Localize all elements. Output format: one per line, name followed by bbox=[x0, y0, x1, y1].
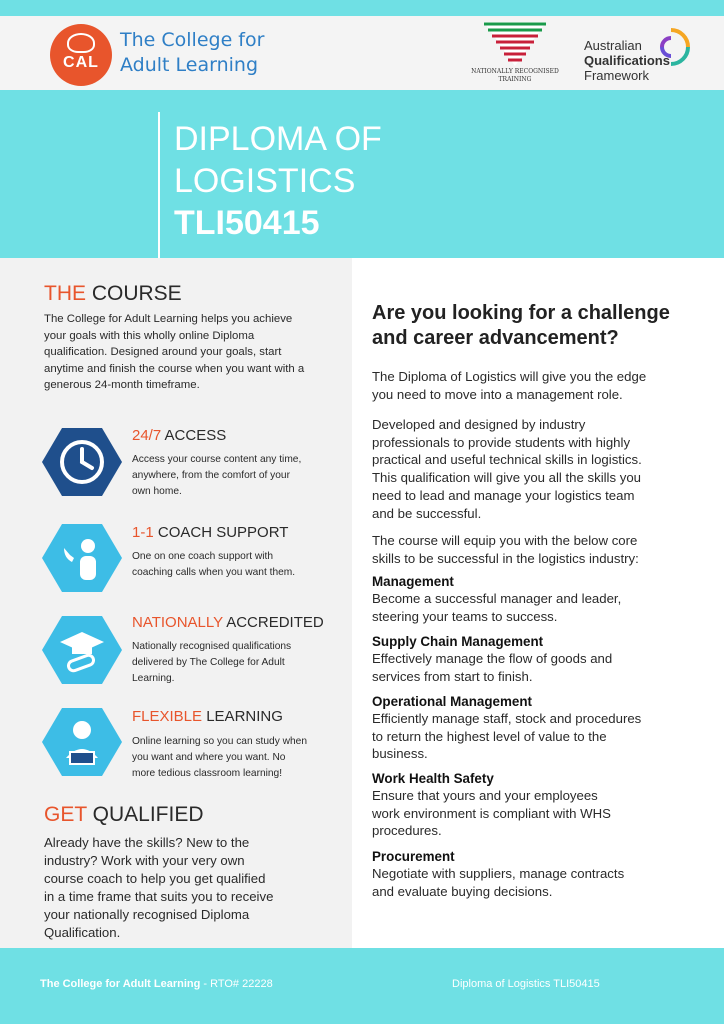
feature-desc-accredited: Nationally recognised qualifications delivered by The College for Adult Learning. bbox=[132, 641, 292, 684]
feature-desc-coach: One on one coach support with coaching calls when you want them. bbox=[132, 551, 296, 578]
feature-title-coach: 1-1 COACH SUPPORT bbox=[132, 524, 289, 541]
skill-title-operational: Operational Management bbox=[372, 694, 532, 709]
nrt-triangle-icon bbox=[470, 20, 560, 68]
skill-desc-operational: Efficiently manage staff, stock and procedures to return the highest level of value to the business. bbox=[372, 711, 642, 762]
skill-desc-whs: Ensure that yours and your employees work environment is compliant with WHS procedures. bbox=[372, 788, 611, 839]
get-qualified-body: Already have the skills? New to the industry? Work with your very own course coach to help you get qualified in a time frame that suits you to receive your nationally recognised Diploma Qualification. bbox=[44, 835, 274, 940]
course-description: The College for Adult Learning helps you achieve your goals with this wholly online Diploma qualification. Designed around your goals, start anytime and finish the course when you want with a generous 24-month timeframe. bbox=[44, 313, 305, 391]
skill-desc-procurement: Negotiate with suppliers, manage contracts and evaluate buying decisions. bbox=[372, 866, 625, 899]
course-code: TLI50415 bbox=[174, 204, 320, 242]
title-line-1: DIPLOMA OF bbox=[174, 120, 382, 158]
developed-paragraph: Developed and designed by industry professionals to provide students with highly practical and useful technical skills in logistics. This qualification will give you all the skills you need to lead and manage your logistics team and be successful. bbox=[372, 417, 642, 521]
footer bbox=[0, 948, 724, 1024]
aqf-logo-icon bbox=[650, 26, 692, 68]
title-divider bbox=[158, 112, 160, 258]
clock-icon bbox=[42, 422, 122, 502]
graduation-cap-icon bbox=[42, 610, 122, 690]
cal-logo-text: CAL bbox=[63, 54, 99, 71]
skill-title-management: Management bbox=[372, 574, 454, 589]
laptop-learner-icon bbox=[42, 702, 122, 782]
coach-phone-icon bbox=[42, 518, 122, 598]
footer-course: Diploma of Logistics TLI50415 bbox=[452, 978, 600, 990]
nrt-label: NATIONALLY RECOGNISED TRAINING bbox=[471, 68, 559, 83]
feature-title-access: 24/7 ACCESS bbox=[132, 427, 227, 444]
skill-desc-management: Become a successful manager and leader, steering your teams to success. bbox=[372, 591, 622, 624]
cal-logo bbox=[50, 24, 112, 86]
feature-desc-access: Access your course content any time, anywhere, from the comfort of your own home. bbox=[132, 454, 302, 497]
get-qualified-heading: GET QUALIFIED bbox=[44, 803, 204, 826]
skill-title-whs: Work Health Safety bbox=[372, 771, 494, 786]
skill-title-supply-chain: Supply Chain Management bbox=[372, 634, 544, 649]
intro-paragraph: The Diploma of Logistics will give you the edge you need to move into a management role. bbox=[372, 369, 647, 402]
feature-desc-flexible: Online learning so you can study when you want and where you want. No more tedious classroom learning! bbox=[132, 736, 307, 779]
skill-title-procurement: Procurement bbox=[372, 849, 455, 864]
skills-intro-paragraph: The course will equip you with the below core skills to be successful in the logistics industry: bbox=[372, 533, 639, 566]
aqf-logo-text: Australian Qualifications Framework bbox=[584, 38, 670, 83]
college-name bbox=[120, 28, 340, 78]
title-band bbox=[0, 90, 724, 258]
header bbox=[0, 16, 724, 90]
feature-title-flexible: FLEXIBLE LEARNING bbox=[132, 708, 283, 725]
title-line-2: LOGISTICS bbox=[174, 162, 356, 200]
right-heading: Are you looking for a challenge and career advancement? bbox=[372, 302, 670, 349]
college-name-line1: The College for bbox=[120, 29, 265, 51]
nrt-logo bbox=[470, 20, 560, 86]
feature-title-accredited: NATIONALLY ACCREDITED bbox=[132, 614, 324, 631]
course-heading: THE COURSE bbox=[44, 282, 182, 305]
top-strip bbox=[0, 0, 724, 16]
college-name-line2: Adult Learning bbox=[120, 54, 259, 76]
skill-desc-supply-chain: Effectively manage the flow of goods and services from start to finish. bbox=[372, 651, 613, 684]
owl-icon bbox=[67, 33, 95, 53]
footer-college: The College for Adult Learning - RTO# 22228 bbox=[40, 978, 273, 990]
